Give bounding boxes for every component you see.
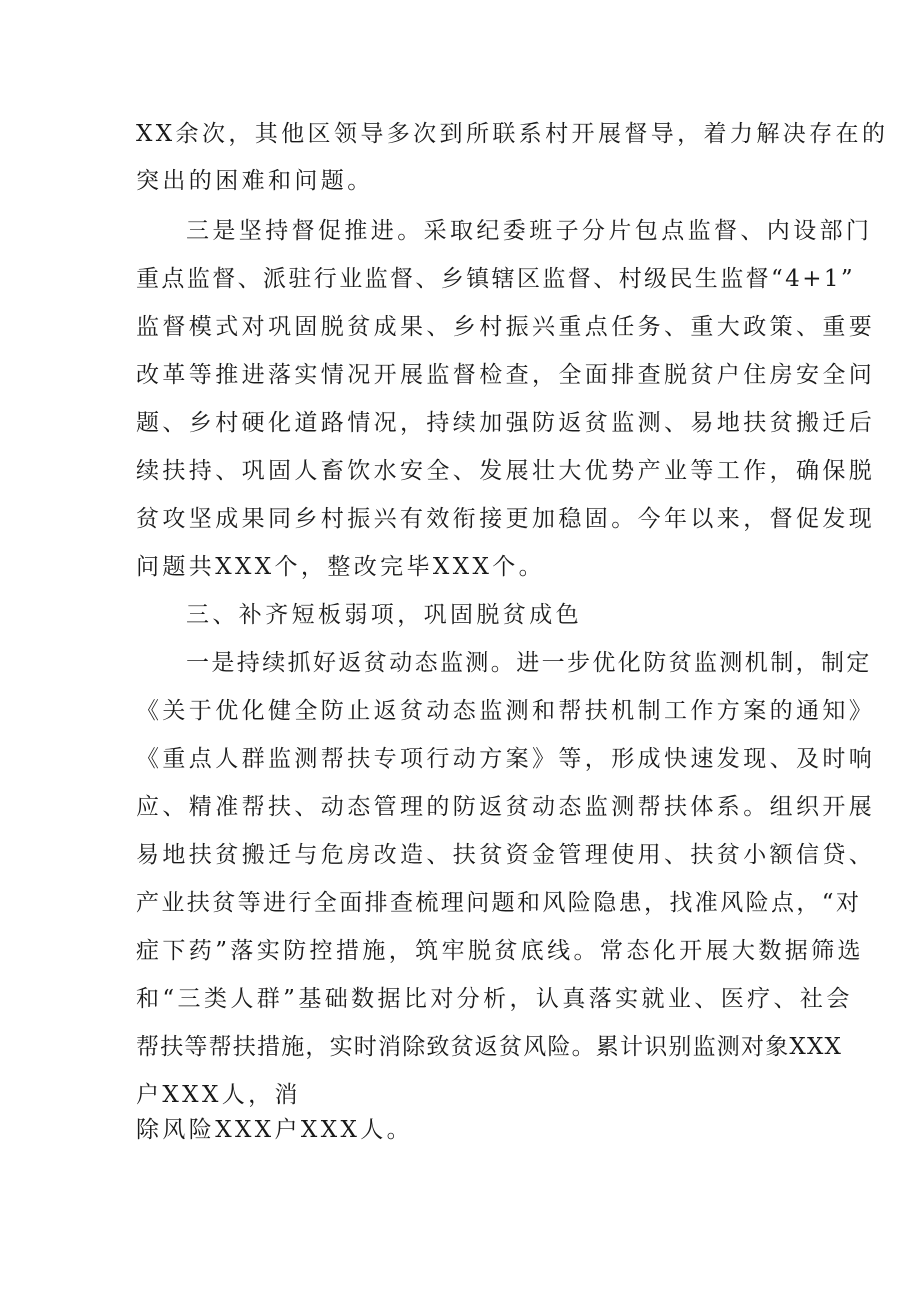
- paragraph-line: 重点监督、派驻行业监督、乡镇辖区监督、村级民生监督“4+1”: [136, 266, 856, 292]
- paragraph-line: 和“三类人群”基础数据比对分析，认真落实就业、医疗、社会: [136, 986, 853, 1012]
- paragraph-line: 改革等推进落实情况开展监督检查，全面排查脱贫户住房安全问: [136, 362, 876, 388]
- paragraph-line: 应、精准帮扶、动态管理的防返贫动态监测帮扶体系。组织开展: [136, 794, 876, 820]
- paragraph-line: 问题共XXX个，整改完毕XXX个。: [136, 554, 546, 580]
- paragraph-line: 题、乡村硬化道路情况，持续加强防返贫监测、易地扶贫搬迁后: [136, 410, 876, 436]
- paragraph-line: 《重点人群监测帮扶专项行动方案》等，形成快速发现、及时响: [136, 746, 876, 772]
- paragraph-line: 户XXX人，消: [136, 1082, 301, 1108]
- paragraph-line: 贫攻坚成果同乡村振兴有效衔接更加稳固。今年以来，督促发现: [136, 506, 876, 532]
- paragraph-line: 易地扶贫搬迁与危房改造、扶贫资金管理使用、扶贫小额信贷、: [136, 842, 876, 868]
- paragraph-line: 突出的困难和问题。: [136, 168, 374, 194]
- section-heading: 三、补齐短板弱项，巩固脱贫成色: [186, 602, 582, 628]
- paragraph-line: 除风险XXX户XXX人。: [136, 1117, 414, 1143]
- paragraph-line: 《关于优化健全防止返贫动态监测和帮扶机制工作方案的通知》: [136, 698, 876, 724]
- paragraph-line: 症下药”落实防控措施，筑牢脱贫底线。常态化开展大数据筛选: [136, 938, 864, 964]
- paragraph-line: XX余次，其他区领导多次到所联系村开展督导，着力解决存在的: [136, 121, 889, 147]
- paragraph-line: 监督模式对巩固脱贫成果、乡村振兴重点任务、重大政策、重要: [136, 314, 876, 340]
- paragraph-line: 帮扶等帮扶措施，实时消除致贫返贫风险。累计识别监测对象XXX: [136, 1034, 843, 1060]
- paragraph-line: 一是持续抓好返贫动态监测。进一步优化防贫监测机制，制定: [186, 650, 872, 676]
- paragraph-line: 产业扶贫等进行全面排查梳理问题和风险隐患，找准风险点，“对: [136, 890, 862, 916]
- paragraph-line: 三是坚持督促推进。采取纪委班子分片包点监督、内设部门: [186, 218, 873, 244]
- paragraph-line: 续扶持、巩固人畜饮水安全、发展壮大优势产业等工作，确保脱: [136, 458, 876, 484]
